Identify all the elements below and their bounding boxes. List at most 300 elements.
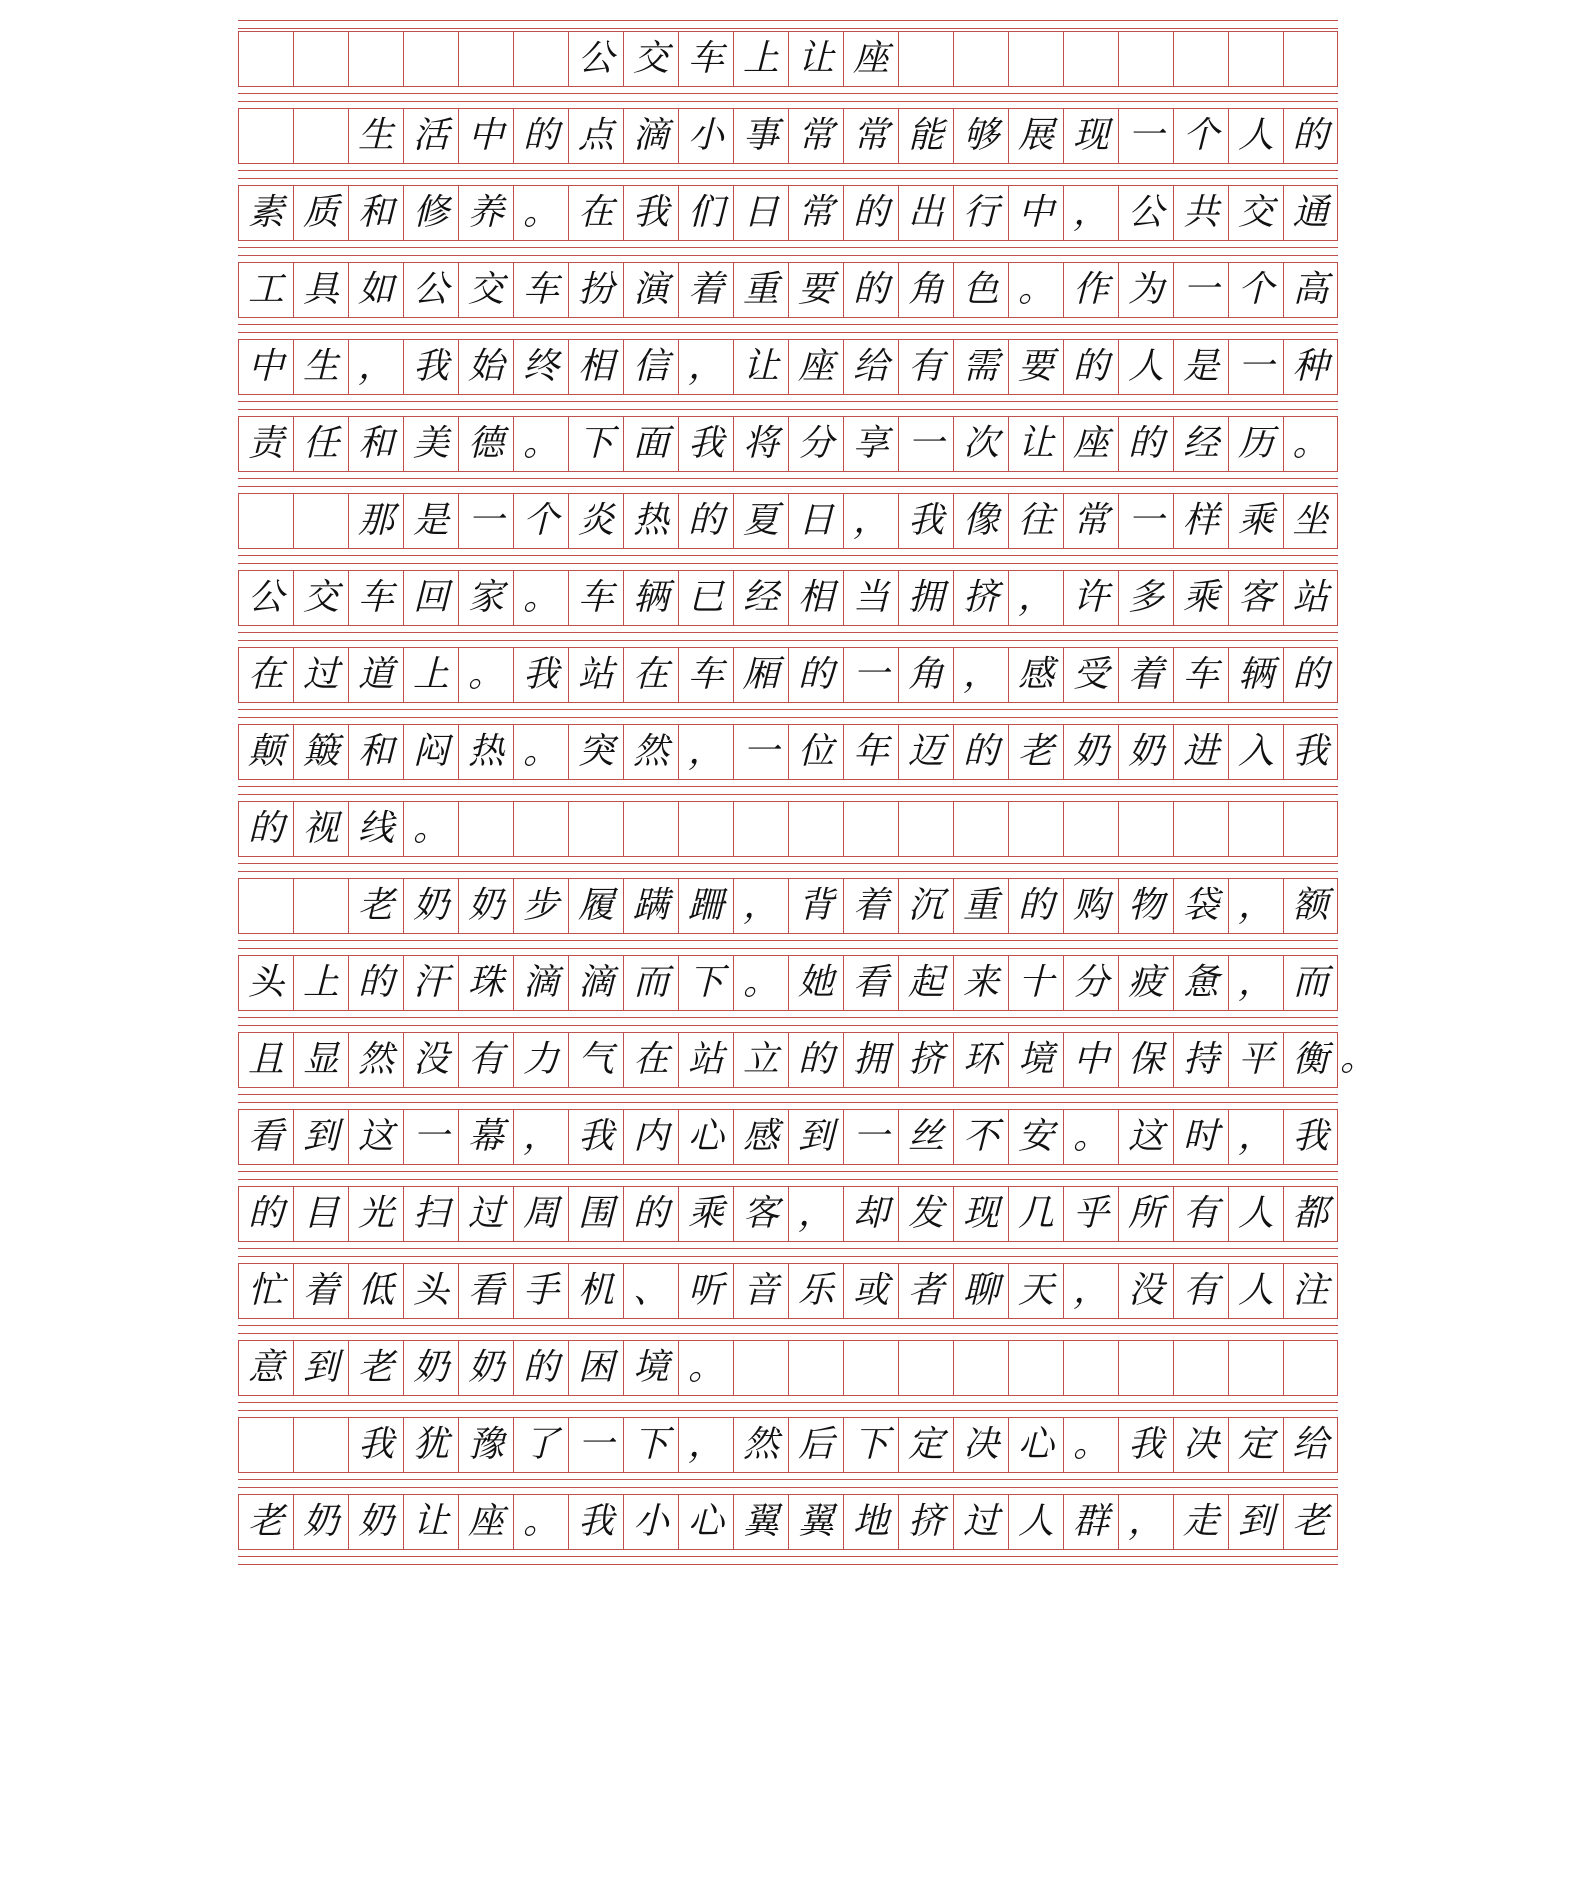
grid-band	[238, 1017, 1338, 1026]
grid-cell: 这	[1118, 1109, 1173, 1165]
grid-cell: 热	[623, 493, 678, 549]
grid-cell: 乘	[1228, 493, 1283, 549]
grid-cell: 共	[1173, 185, 1228, 241]
grid-cell: 的	[238, 1186, 293, 1242]
grid-cell: 中	[1063, 1032, 1118, 1088]
grid-cell: 作	[1063, 262, 1118, 318]
grid-cell: 迈	[898, 724, 953, 780]
grid-cell: 突	[568, 724, 623, 780]
grid-cell: 养	[458, 185, 513, 241]
grid-cell: 常	[843, 108, 898, 164]
grid-cell: 站	[1283, 570, 1338, 626]
grid-cell: 沉	[898, 878, 953, 934]
grid-cell: 奶	[458, 878, 513, 934]
grid-cell: 拥	[898, 570, 953, 626]
grid-cell: 者	[898, 1263, 953, 1319]
grid-cell: 质	[293, 185, 348, 241]
grid-cell: 和	[348, 185, 403, 241]
grid-cell: 相	[568, 339, 623, 395]
grid-band	[238, 1402, 1338, 1411]
grid-cell: 。	[1283, 416, 1338, 472]
grid-cell: 低	[348, 1263, 403, 1319]
grid-cell: 着	[1118, 647, 1173, 703]
text-row	[238, 416, 1338, 472]
grid-cell: ，	[513, 1109, 568, 1165]
grid-cell: 分	[788, 416, 843, 472]
grid-cell: 时	[1173, 1109, 1228, 1165]
text-row	[238, 108, 1338, 164]
grid-cell: 座	[788, 339, 843, 395]
text-row	[238, 493, 1338, 549]
grid-cell: 注	[1283, 1263, 1338, 1319]
grid-cell: 人	[1228, 1186, 1283, 1242]
grid-cell: 意	[238, 1340, 293, 1396]
grid-cell: 个	[513, 493, 568, 549]
grid-cell: 中	[1008, 185, 1063, 241]
grid-cell: 工	[238, 262, 293, 318]
grid-cell: 有	[458, 1032, 513, 1088]
grid-cell: 那	[348, 493, 403, 549]
grid-band	[238, 632, 1338, 641]
grid-cell: 公	[568, 31, 623, 87]
grid-cell: ，	[733, 878, 788, 934]
grid-cell: 老	[1283, 1494, 1338, 1550]
grid-cell: 头	[403, 1263, 458, 1319]
grid-cell: 天	[1008, 1263, 1063, 1319]
grid-cell: 或	[843, 1263, 898, 1319]
grid-cell	[458, 801, 513, 857]
grid-cell: 蹒	[623, 878, 678, 934]
grid-cell: 购	[1063, 878, 1118, 934]
grid-cell: 丝	[898, 1109, 953, 1165]
grid-cell: 车	[513, 262, 568, 318]
grid-cell: 没	[1118, 1263, 1173, 1319]
grid-cell: 像	[953, 493, 1008, 549]
grid-cell: 惫	[1173, 955, 1228, 1011]
grid-band	[238, 20, 1338, 29]
grid-cell	[1228, 31, 1283, 87]
grid-cell: 进	[1173, 724, 1228, 780]
grid-cell: ，	[788, 1186, 843, 1242]
grid-cell	[1173, 801, 1228, 857]
grid-cell: 点	[568, 108, 623, 164]
grid-band	[238, 940, 1338, 949]
grid-cell: 奶	[293, 1494, 348, 1550]
grid-cell: 和	[348, 724, 403, 780]
grid-cell: 后	[788, 1417, 843, 1473]
grid-cell: 我	[623, 185, 678, 241]
grid-cell: 小	[678, 108, 733, 164]
grid-cell	[293, 493, 348, 549]
grid-cell: 手	[513, 1263, 568, 1319]
grid-cell: 决	[953, 1417, 1008, 1473]
text-row	[238, 262, 1338, 318]
grid-cell: 地	[843, 1494, 898, 1550]
grid-cell: 面	[623, 416, 678, 472]
grid-cell: 奶	[403, 1340, 458, 1396]
grid-band	[238, 555, 1338, 564]
grid-cell: 够	[953, 108, 1008, 164]
grid-cell: 的	[623, 1186, 678, 1242]
text-row	[238, 1186, 1338, 1242]
grid-cell: 要	[788, 262, 843, 318]
text-row	[238, 1340, 1338, 1396]
grid-cell: 修	[403, 185, 458, 241]
grid-cell: 定	[898, 1417, 953, 1473]
grid-cell: 的	[678, 493, 733, 549]
grid-cell: 需	[953, 339, 1008, 395]
grid-cell	[458, 31, 513, 87]
grid-cell	[953, 31, 1008, 87]
grid-cell: 老	[348, 878, 403, 934]
grid-cell: 责	[238, 416, 293, 472]
grid-cell: 种	[1283, 339, 1338, 395]
grid-cell	[898, 801, 953, 857]
grid-cell: 安	[1008, 1109, 1063, 1165]
grid-cell	[1008, 801, 1063, 857]
grid-cell: 热	[458, 724, 513, 780]
grid-cell: 。	[403, 801, 458, 857]
grid-cell: 一	[1118, 493, 1173, 549]
text-row	[238, 955, 1338, 1011]
grid-cell	[1063, 31, 1118, 87]
grid-cell: 额	[1283, 878, 1338, 934]
grid-cell: 有	[1173, 1263, 1228, 1319]
grid-cell: 扫	[403, 1186, 458, 1242]
grid-band	[238, 1556, 1338, 1565]
grid-cell: 演	[623, 262, 678, 318]
grid-cell: 的	[1118, 416, 1173, 472]
grid-cell	[733, 801, 788, 857]
grid-cell: 在	[568, 185, 623, 241]
grid-cell: 行	[953, 185, 1008, 241]
grid-cell: 上	[403, 647, 458, 703]
grid-cell	[1118, 1340, 1173, 1396]
grid-cell: 物	[1118, 878, 1173, 934]
grid-cell	[1283, 31, 1338, 87]
grid-cell: 乘	[678, 1186, 733, 1242]
grid-cell: 。	[733, 955, 788, 1011]
grid-cell	[348, 31, 403, 87]
grid-cell: 生	[293, 339, 348, 395]
grid-cell: 人	[1118, 339, 1173, 395]
grid-cell: 机	[568, 1263, 623, 1319]
grid-cell: 生	[348, 108, 403, 164]
grid-cell: 然	[733, 1417, 788, 1473]
text-row	[238, 1109, 1338, 1165]
grid-cell: 历	[1228, 416, 1283, 472]
grid-band	[238, 1094, 1338, 1103]
grid-cell: 然	[348, 1032, 403, 1088]
grid-band	[238, 786, 1338, 795]
grid-cell: 的	[348, 955, 403, 1011]
grid-band	[238, 170, 1338, 179]
grid-cell: 心	[678, 1109, 733, 1165]
grid-cell: 听	[678, 1263, 733, 1319]
grid-cell	[953, 801, 1008, 857]
grid-cell: 日	[788, 493, 843, 549]
grid-cell: 的	[953, 724, 1008, 780]
grid-cell: 交	[1228, 185, 1283, 241]
grid-cell: 汗	[403, 955, 458, 1011]
grid-cell: 奶	[403, 878, 458, 934]
grid-cell: 奶	[1118, 724, 1173, 780]
grid-cell: 展	[1008, 108, 1063, 164]
grid-cell: 光	[348, 1186, 403, 1242]
grid-cell: 车	[568, 570, 623, 626]
grid-cell: 步	[513, 878, 568, 934]
grid-cell: 立	[733, 1032, 788, 1088]
grid-cell	[1063, 801, 1118, 857]
grid-cell: 的	[1008, 878, 1063, 934]
grid-cell: 着	[678, 262, 733, 318]
grid-cell: 到	[293, 1340, 348, 1396]
grid-cell: 头	[238, 955, 293, 1011]
grid-cell: 。	[513, 1494, 568, 1550]
grid-cell: 色	[953, 262, 1008, 318]
grid-cell: 出	[898, 185, 953, 241]
grid-cell: 气	[568, 1032, 623, 1088]
grid-cell: 公	[403, 262, 458, 318]
grid-cell: 客	[1228, 570, 1283, 626]
grid-cell: 的	[1283, 647, 1338, 703]
grid-cell: 车	[348, 570, 403, 626]
grid-cell: 的	[513, 108, 568, 164]
grid-cell: 我	[348, 1417, 403, 1473]
grid-cell: 将	[733, 416, 788, 472]
grid-cell	[1173, 1340, 1228, 1396]
grid-cell: 乘	[1173, 570, 1228, 626]
grid-cell: 履	[568, 878, 623, 934]
grid-cell: 乎	[1063, 1186, 1118, 1242]
grid-cell: 现	[953, 1186, 1008, 1242]
grid-cell: 许	[1063, 570, 1118, 626]
grid-cell: 闷	[403, 724, 458, 780]
grid-cell: 已	[678, 570, 733, 626]
grid-cell: 道	[348, 647, 403, 703]
grid-cell	[953, 1340, 1008, 1396]
grid-cell: 高	[1283, 262, 1338, 318]
text-row	[238, 724, 1338, 780]
grid-cell: 滴	[623, 108, 678, 164]
grid-cell: 让	[1008, 416, 1063, 472]
grid-cell: 坐	[1283, 493, 1338, 549]
grid-cell: 座	[1063, 416, 1118, 472]
grid-cell: 来	[953, 955, 1008, 1011]
grid-cell	[238, 878, 293, 934]
grid-cell: 美	[403, 416, 458, 472]
grid-cell: 走	[1173, 1494, 1228, 1550]
grid-cell: 挤	[898, 1494, 953, 1550]
grid-cell: 翼	[733, 1494, 788, 1550]
grid-cell: 一	[403, 1109, 458, 1165]
grid-cell: 常	[788, 185, 843, 241]
grid-cell: 而	[1283, 955, 1338, 1011]
grid-cell: 一	[733, 724, 788, 780]
grid-cell: 境	[1008, 1032, 1063, 1088]
grid-cell: 却	[843, 1186, 898, 1242]
grid-cell	[898, 31, 953, 87]
grid-cell: 家	[458, 570, 513, 626]
grid-cell: 交	[458, 262, 513, 318]
grid-cell: 在	[238, 647, 293, 703]
grid-cell: 站	[568, 647, 623, 703]
grid-cell: 在	[623, 647, 678, 703]
grid-cell: 一	[568, 1417, 623, 1473]
grid-cell	[1283, 1340, 1338, 1396]
grid-cell: 挤	[898, 1032, 953, 1088]
grid-cell: 常	[788, 108, 843, 164]
grid-cell: 奶	[458, 1340, 513, 1396]
grid-cell: 音	[733, 1263, 788, 1319]
grid-cell: 的	[513, 1340, 568, 1396]
grid-cell	[1008, 1340, 1063, 1396]
grid-cell	[1118, 31, 1173, 87]
grid-cell: 辆	[1228, 647, 1283, 703]
grid-cell: 持	[1173, 1032, 1228, 1088]
grid-cell: 滴	[513, 955, 568, 1011]
grid-cell: 她	[788, 955, 843, 1011]
grid-cell: 且	[238, 1032, 293, 1088]
grid-cell: 过	[458, 1186, 513, 1242]
grid-cell: ，	[678, 1417, 733, 1473]
grid-cell: 公	[1118, 185, 1173, 241]
grid-cell: 力	[513, 1032, 568, 1088]
grid-cell: 背	[788, 878, 843, 934]
grid-cell: 环	[953, 1032, 1008, 1088]
grid-cell	[293, 108, 348, 164]
grid-cell: 车	[1173, 647, 1228, 703]
grid-cell: 让	[403, 1494, 458, 1550]
grid-cell: 疲	[1118, 955, 1173, 1011]
grid-cell: 显	[293, 1032, 348, 1088]
grid-cell: 让	[733, 339, 788, 395]
grid-cell: 。	[513, 724, 568, 780]
grid-cell: 交	[623, 31, 678, 87]
grid-cell: 要	[1008, 339, 1063, 395]
grid-cell: 炎	[568, 493, 623, 549]
grid-cell: 车	[678, 647, 733, 703]
grid-cell: 线	[348, 801, 403, 857]
grid-cell: 通	[1283, 185, 1338, 241]
grid-cell: 珠	[458, 955, 513, 1011]
text-row	[238, 878, 1338, 934]
grid-cell: 乐	[788, 1263, 843, 1319]
grid-cell: 当	[843, 570, 898, 626]
grid-cell: 簸	[293, 724, 348, 780]
grid-cell: 几	[1008, 1186, 1063, 1242]
grid-cell: 这	[348, 1109, 403, 1165]
grid-cell: 为	[1118, 262, 1173, 318]
grid-cell: 个	[1228, 262, 1283, 318]
grid-cell: 下	[568, 416, 623, 472]
grid-cell: 和	[348, 416, 403, 472]
grid-cell: 而	[623, 955, 678, 1011]
grid-cell: 下	[623, 1417, 678, 1473]
grid-cell: 次	[953, 416, 1008, 472]
grid-cell	[1283, 801, 1338, 857]
grid-cell	[1063, 1340, 1118, 1396]
grid-cell: 心	[678, 1494, 733, 1550]
grid-cell: 的	[1283, 108, 1338, 164]
grid-cell: 我	[403, 339, 458, 395]
grid-cell: 始	[458, 339, 513, 395]
grid-cell: 小	[623, 1494, 678, 1550]
grid-cell: 们	[678, 185, 733, 241]
grid-cell: 能	[898, 108, 953, 164]
grid-cell: 老	[348, 1340, 403, 1396]
grid-cell: 我	[898, 493, 953, 549]
grid-cell: 看	[458, 1263, 513, 1319]
grid-band	[238, 247, 1338, 256]
grid-cell: ，	[1228, 1109, 1283, 1165]
grid-cell: 群	[1063, 1494, 1118, 1550]
grid-cell: 到	[1228, 1494, 1283, 1550]
grid-cell: 我	[1283, 724, 1338, 780]
grid-cell: 发	[898, 1186, 953, 1242]
grid-cell	[238, 108, 293, 164]
grid-cell: 奶	[348, 1494, 403, 1550]
grid-cell: 是	[403, 493, 458, 549]
grid-cell: 然	[623, 724, 678, 780]
grid-cell: 我	[568, 1494, 623, 1550]
grid-band	[238, 863, 1338, 872]
grid-cell: 的	[843, 185, 898, 241]
text-row	[238, 570, 1338, 626]
grid-cell	[238, 31, 293, 87]
grid-cell: 平	[1228, 1032, 1283, 1088]
grid-cell: 辆	[623, 570, 678, 626]
grid-band	[238, 1479, 1338, 1488]
grid-cell: 跚	[678, 878, 733, 934]
grid-cell: 。	[458, 647, 513, 703]
grid-cell: 车	[678, 31, 733, 87]
grid-cell: 有	[1173, 1186, 1228, 1242]
grid-cell: 一	[843, 647, 898, 703]
grid-cell: 。	[1063, 1109, 1118, 1165]
grid-cell: 周	[513, 1186, 568, 1242]
grid-cell: 的	[788, 647, 843, 703]
grid-cell: 是	[1173, 339, 1228, 395]
grid-cell: 过	[953, 1494, 1008, 1550]
grid-cell: 老	[1008, 724, 1063, 780]
grid-cell: 相	[788, 570, 843, 626]
grid-cell: ，	[843, 493, 898, 549]
grid-cell: 扮	[568, 262, 623, 318]
grid-cell: 。	[678, 1340, 733, 1396]
grid-cell: 事	[733, 108, 788, 164]
grid-cell: 在	[623, 1032, 678, 1088]
text-row	[238, 1417, 1338, 1473]
grid-cell: 重	[733, 262, 788, 318]
grid-cell: 如	[348, 262, 403, 318]
grid-cell: ，	[1228, 955, 1283, 1011]
grid-cell: 角	[898, 262, 953, 318]
grid-cell: 。	[513, 185, 568, 241]
grid-cell: ，	[1118, 1494, 1173, 1550]
grid-cell: 感	[733, 1109, 788, 1165]
grid-cell: ，	[953, 647, 1008, 703]
grid-cell: 素	[238, 185, 293, 241]
text-row	[238, 801, 1338, 857]
grid-cell: 忙	[238, 1263, 293, 1319]
grid-cell: 内	[623, 1109, 678, 1165]
grid-cell: 终	[513, 339, 568, 395]
grid-cell: 、	[623, 1263, 678, 1319]
grid-cell: 犹	[403, 1417, 458, 1473]
grid-cell: 感	[1008, 647, 1063, 703]
grid-cell: 人	[1228, 108, 1283, 164]
